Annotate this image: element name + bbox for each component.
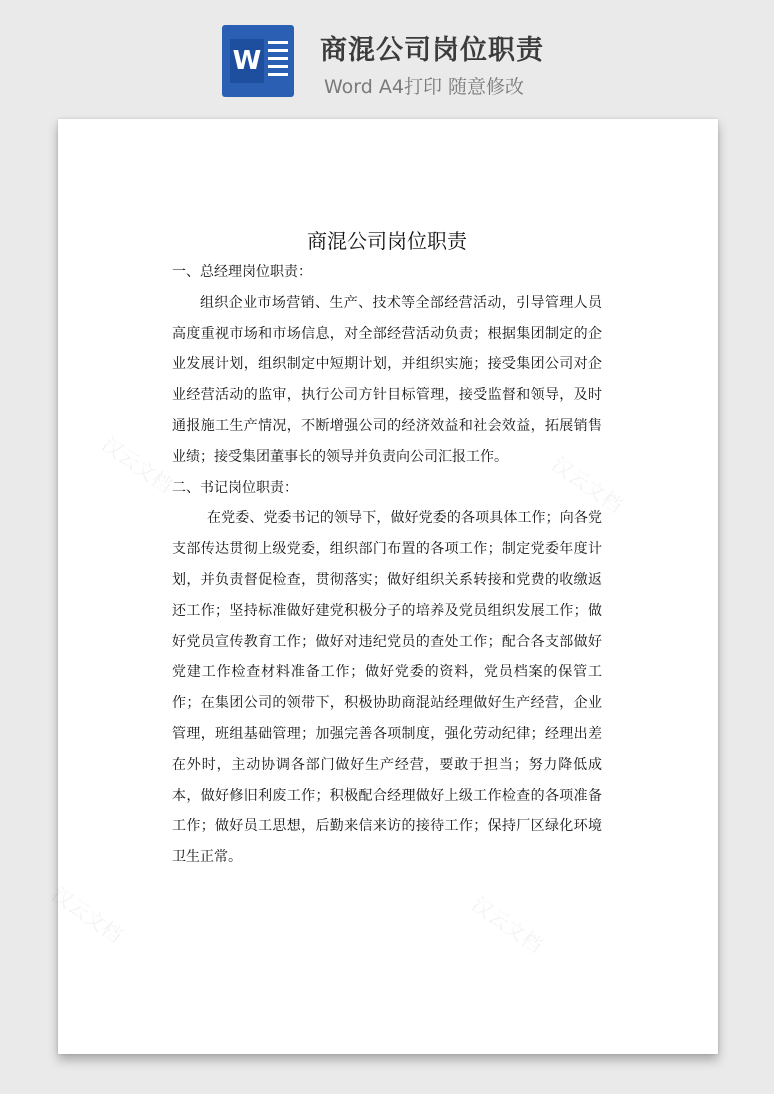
section-paragraph: 组织企业市场营销、生产、技术等全部经营活动，引导管理人员高度重视市场和市场信息，对全部经营活动负责；根据集团制定的企业发展计划，组织制定中短期计划，并组织实施；接受集团公司对企业经营活动的监审，执行公司方针目标管理，接受监督和领导，及时通报施工生产情况，不断增强公司的经济效益和社会效益，拓展销售业绩；接受集团董事长的领导并负责向公司汇报工作。: [172, 294, 602, 465]
word-icon: [222, 25, 294, 97]
watermark: 汉云文档: [97, 431, 177, 498]
section-paragraph: 在党委、党委书记的领导下，做好党委的各项具体工作；向各党支部传达贯彻上级党委，组织部门布置的各项工作；制定党委年度计划，并负责督促检查，贯彻落实；做好组织关系转接和党费的收缴返还工作；坚持标准做好建党积极分子的培养及党员组织发展工作；做好党员宣传教育工作；做好对违纪党员的查处工作；配合各支部做好党建工作检查材料准备工作；做好党委的资料，党员档案的保管工作；在集团公司的领带下，积极协助商混站经理做好生产经营，企业管理，班组基础管理；加强完善各项制度，强化劳动纪律；经理出差在外时，主动协调各部门做好生产经营，要敢于担当；努力降低成本，做好修旧利废工作；积极配合经理做好上级工作检查的各项准备工作；做好员工思想，后勤来信来访的接待工作；保持厂区绿化环境卫生正常。: [172, 510, 602, 866]
document-body: [172, 229, 602, 873]
section-heading: 一、总经理岗位职责：: [172, 264, 312, 280]
document-page: [47, 119, 718, 1054]
word-icon-lines: [268, 41, 288, 81]
watermark: 汉云文档: [47, 881, 127, 948]
document-title: 商混公司岗位职责: [307, 229, 467, 253]
header-banner: [0, 0, 774, 110]
section-heading: 二、书记岗位职责：: [172, 479, 298, 496]
watermark: 汉云文档: [547, 451, 627, 518]
banner-subtitle: Word A4打印 随意修改: [324, 76, 525, 98]
watermark: 汉云文档: [467, 891, 547, 958]
word-icon-letter: W: [230, 39, 264, 83]
banner-title: 商混公司岗位职责: [320, 35, 544, 66]
